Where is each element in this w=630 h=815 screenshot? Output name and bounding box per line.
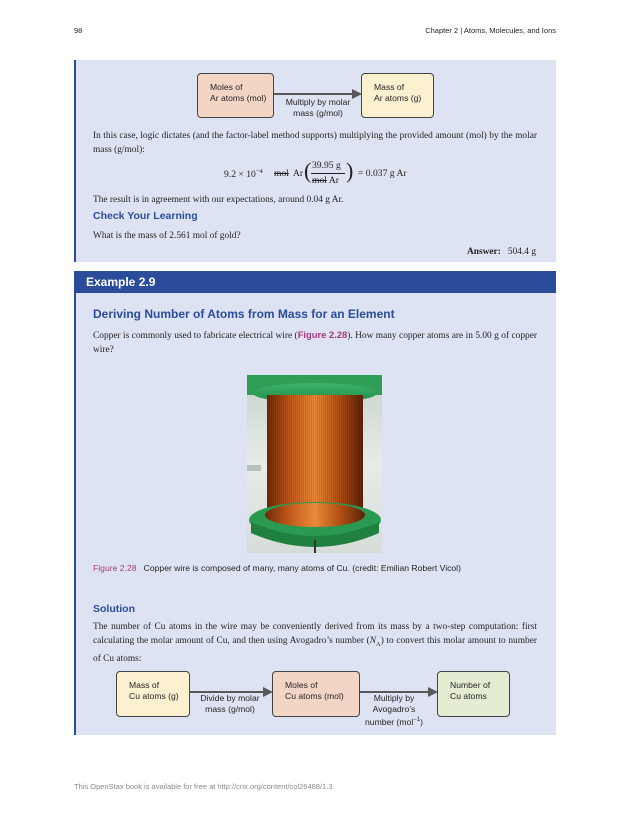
example-title: Example 2.9 <box>86 275 156 289</box>
example-problem-text <box>93 328 537 357</box>
panel-left-bar <box>74 60 76 262</box>
flow2-label2-line2: Avogadro’s <box>372 704 416 714</box>
eq-unit-cancel: mol <box>274 168 289 179</box>
flow2-label2-sup: −1 <box>413 717 421 723</box>
flow2-label1-line2: mass (g/mol) <box>205 704 255 714</box>
solution-text <box>93 620 537 666</box>
answer-line <box>467 247 536 257</box>
figure-caption <box>93 563 461 573</box>
example-text-after: ). How many copper atoms are in 5.00 g of copper wire? <box>93 331 538 355</box>
copper-wire-photo <box>247 375 382 553</box>
flow2-label-2 <box>358 693 430 728</box>
figure-caption-text: Copper wire is composed of many, many atoms of Cu. (credit: Emilian Robert Vicol) <box>143 563 461 573</box>
answer-label: Answer: <box>466 247 501 257</box>
eq-exponent: −4 <box>255 168 263 175</box>
flow1-box2-line1: Mass of <box>374 82 405 92</box>
flow1-box1-line2: Ar atoms (mol) <box>210 93 267 103</box>
figure-label: Figure 2.28 <box>93 563 137 573</box>
solution-text-1: The number of Cu atoms in the wire may be conveniently derived from its mass by a two-step computation: first calculating the molar amount of Cu, and then using Avogadro’s number ( <box>93 622 537 646</box>
example-text-before: Copper is commonly used to fabricate electrical wire ( <box>93 331 298 341</box>
flow2-box1-line1: Mass of <box>129 680 160 690</box>
flow2-box2-line2: Cu atoms (mol) <box>285 691 344 701</box>
flow2-box-moles <box>272 671 360 717</box>
flow1-arrow-label <box>275 97 361 119</box>
eq-result: = 0.037 g Ar <box>358 168 407 179</box>
solution-heading: Solution <box>93 603 135 615</box>
chapter-header: Chapter 2 | Atoms, Molecules, and Ions <box>425 26 556 35</box>
flow2-box3-line2: Cu atoms <box>450 691 487 701</box>
figure-link[interactable]: Figure 2.28 <box>297 329 348 340</box>
flow2-box-mass <box>116 671 190 717</box>
eq-numerator: 39.95 g <box>312 160 341 171</box>
flow1-box-moles <box>197 73 274 118</box>
flow2-box2-line1: Moles of <box>285 680 318 690</box>
example-title-bar <box>74 271 556 293</box>
paragraph-factor-label: In this case, logic dictates (and the factor-label method supports) multiplying the provided amount (mol) by the molar mass (g/mol): <box>93 131 537 155</box>
flow1-box2-line2: Ar atoms (g) <box>374 93 422 103</box>
paragraph-result: The result is in agreement with our expectations, around 0.04 g Ar. <box>93 195 344 205</box>
solution-text-2: ) to convert this molar amount to number of Cu atoms: <box>93 636 537 664</box>
answer-value: 504.4 g <box>507 247 536 257</box>
eq-right-paren: ) <box>346 158 354 183</box>
flow2-label-1 <box>190 693 270 715</box>
flow1-box1-line1: Moles of <box>210 82 243 92</box>
footer-text: This OpenStax book is available for free at http://cnx.org/content/col26488/1.3 <box>74 782 333 791</box>
eq-fraction-bar <box>311 173 345 174</box>
avogadro-subscript: A <box>375 640 381 648</box>
eq-coefficient: 9.2 × 10 <box>224 169 256 181</box>
flow2-label1-line1: Divide by molar <box>200 693 260 703</box>
page-number: 98 <box>74 26 83 35</box>
eq-den-species: Ar <box>328 175 339 186</box>
check-question: What is the mass of 2.561 mol of gold? <box>93 231 241 241</box>
flow2-label2-close: ) <box>420 716 423 727</box>
flow1-label-line1: Multiply by molar <box>285 97 351 107</box>
eq-species: Ar <box>293 168 304 179</box>
eq-den-cancel: mol <box>312 175 327 186</box>
panel-left-bar <box>74 293 76 735</box>
flow2-box-number <box>437 671 510 717</box>
check-your-learning-heading: Check Your Learning <box>93 210 198 222</box>
flow2-box3-line1: Number of <box>450 680 491 690</box>
flow1-label-line2: mass (g/mol) <box>293 108 343 118</box>
example-heading: Deriving Number of Atoms from Mass for an Element <box>93 307 395 321</box>
flow2-box1-line2: Cu atoms (g) <box>129 691 179 701</box>
avogadro-symbol: N <box>369 636 376 646</box>
flow1-box-mass <box>361 73 434 118</box>
flow2-label2-line1: Multiply by <box>373 693 415 703</box>
eq-left-paren: ( <box>304 158 312 183</box>
flow2-label2-line3: number (mol <box>365 716 414 727</box>
